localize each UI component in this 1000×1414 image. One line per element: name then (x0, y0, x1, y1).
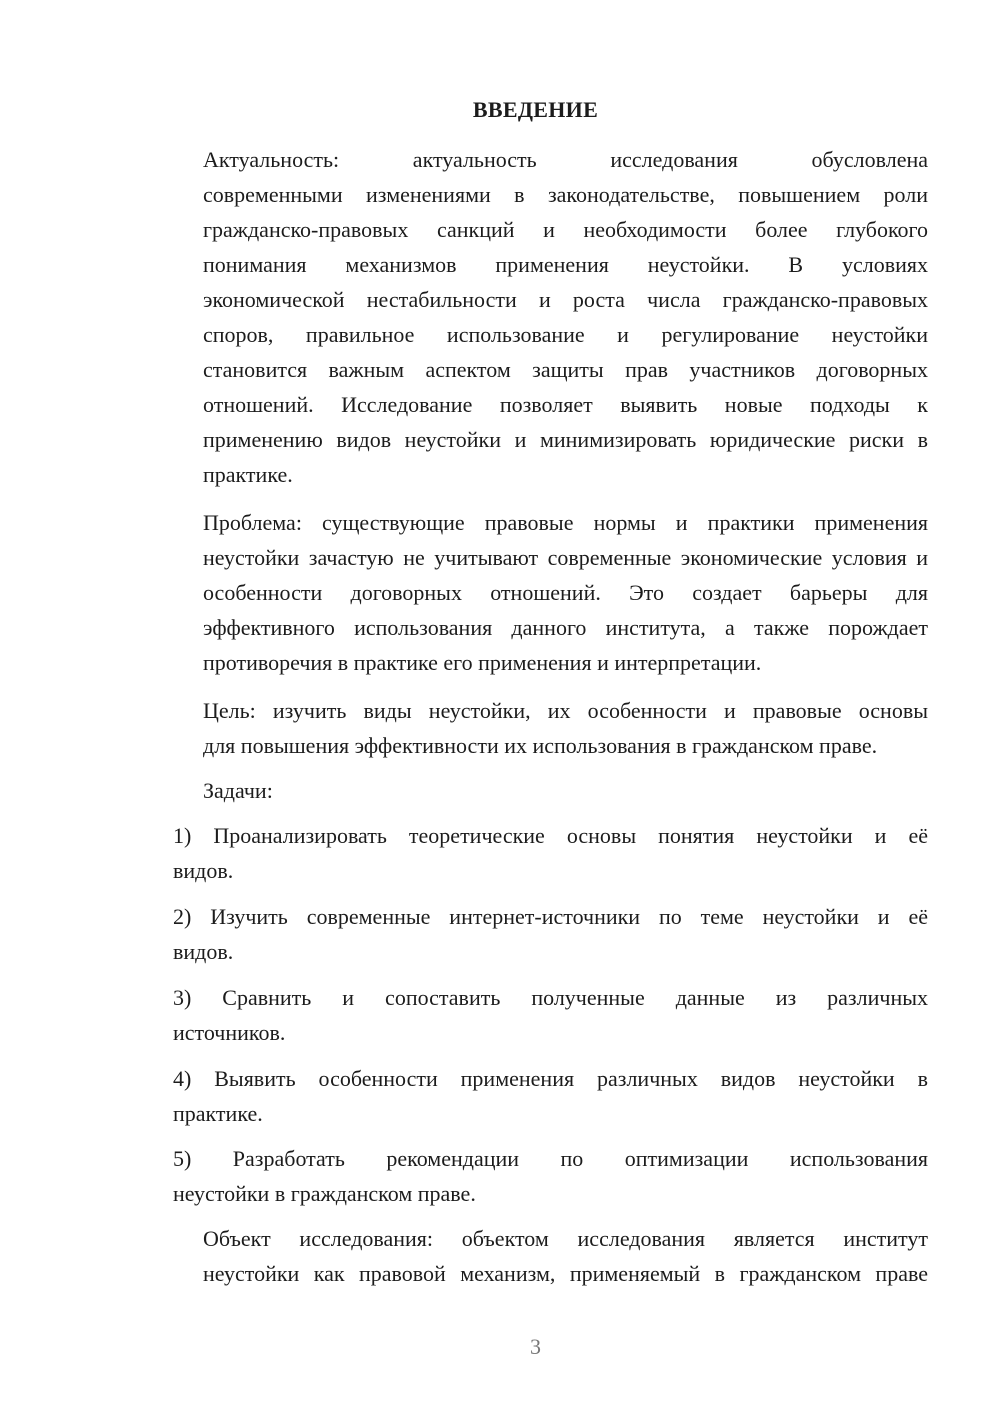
relevance-line: становится важным аспектом защиты прав участников договорных (203, 357, 928, 382)
task-line: видов. (173, 858, 234, 883)
problem-line: неустойки зачастую не учитывают современные экономические условия и (203, 545, 928, 570)
document-page (143, 0, 928, 1414)
task-line: 3) Сравнить и сопоставить полученные данные из различных (173, 985, 928, 1010)
relevance-line: экономической нестабильности и роста числа гражданско-правовых (203, 287, 928, 312)
task-line: видов. (173, 939, 234, 964)
task-line: источников. (173, 1020, 286, 1045)
tasks-heading: Задачи: (203, 778, 273, 803)
problem-line: особенности договорных отношений. Это создает барьеры для (203, 580, 928, 605)
problem-paragraph (143, 505, 928, 680)
task-line: 5) Разработать рекомендации по оптимизации использования (173, 1146, 928, 1171)
relevance-line: отношений. Исследование позволяет выявить новые подходы к (203, 392, 928, 417)
task-line: практике. (173, 1101, 263, 1126)
relevance-line: понимания механизмов применения неустойки. В условиях (203, 252, 928, 277)
problem-line: эффективного использования данного института, а также порождает (203, 615, 928, 640)
task-item (143, 899, 928, 969)
goal-paragraph (143, 693, 928, 763)
relevance-line: применению видов неустойки и минимизировать юридические риски в (203, 427, 928, 452)
goal-line: Цель: изучить виды неустойки, их особенности и правовые основы (203, 698, 928, 723)
task-item (143, 980, 928, 1050)
object-line: неустойки как правовой механизм, применяемый в гражданском праве (203, 1261, 928, 1286)
relevance-line: споров, правильное использование и регулирование неустойки (203, 322, 928, 347)
task-item (143, 1061, 928, 1131)
relevance-line: гражданско-правовых санкций и необходимости более глубокого (203, 217, 928, 242)
relevance-line: Актуальность: актуальность исследования обусловлена (203, 147, 928, 172)
object-line: Объект исследования: объектом исследования является институт (203, 1226, 928, 1251)
task-line: 1) Проанализировать теоретические основы понятия неустойки и её (173, 823, 928, 848)
object-paragraph (143, 1221, 928, 1291)
goal-line: для повышения эффективности их использования в гражданском праве. (203, 733, 878, 758)
task-line: 4) Выявить особенности применения различных видов неустойки в (173, 1066, 928, 1091)
task-item (143, 1141, 928, 1211)
relevance-line: практике. (203, 462, 293, 487)
task-item (143, 818, 928, 888)
relevance-line: современными изменениями в законодательстве, повышением роли (203, 182, 928, 207)
problem-line: Проблема: существующие правовые нормы и практики применения (203, 510, 928, 535)
task-line: 2) Изучить современные интернет-источники по теме неустойки и её (173, 904, 928, 929)
relevance-paragraph (143, 142, 928, 492)
task-line: неустойки в гражданском праве. (173, 1181, 476, 1206)
problem-line: противоречия в практике его применения и интерпретации. (203, 650, 762, 675)
section-title: ВВЕДЕНИЕ (472, 97, 599, 122)
page-number: 3 (530, 1334, 541, 1359)
